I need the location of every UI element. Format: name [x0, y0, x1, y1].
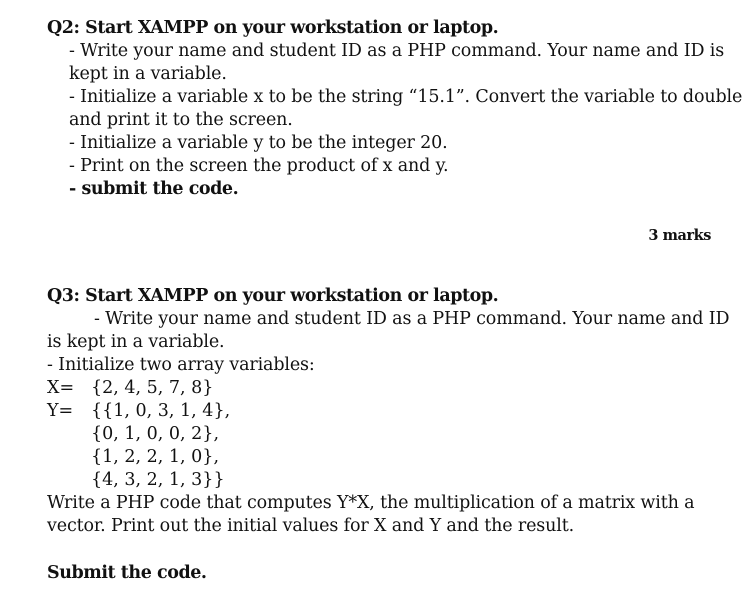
y-array: [47, 400, 230, 423]
x-label: X=: [47, 378, 75, 398]
x-value: {2, 4, 5, 7, 8}: [91, 378, 214, 398]
y-row: {1, 2, 2, 1, 0},: [91, 447, 220, 467]
q3-line: - Write your name and student ID as a PHP command. Your name and ID: [94, 309, 730, 329]
y-label: Y=: [47, 401, 74, 421]
q3-submit-instruction: Submit the code.: [47, 563, 207, 583]
q2-title: Q2: Start XAMPP on your workstation or laptop.: [47, 18, 499, 38]
q2-line: and print it to the screen.: [69, 110, 293, 130]
y-row: {4, 3, 2, 1, 3}}: [91, 470, 225, 490]
q2-line: - Initialize a variable x to be the string “15.1”. Convert the variable to double: [69, 87, 743, 107]
q3-line: is kept in a variable.: [47, 332, 225, 352]
x-array: [47, 377, 213, 400]
q3-closing-line: Write a PHP code that computes Y*X, the multiplication of a matrix with a: [47, 493, 695, 513]
q2-line: - Print on the screen the product of x and y.: [69, 156, 449, 176]
q2-line: kept in a variable.: [69, 64, 227, 84]
q3-line: - Initialize two array variables:: [47, 355, 315, 375]
q3-closing-line: vector. Print out the initial values for X and Y and the result.: [47, 516, 574, 536]
q2-line: - Write your name and student ID as a PHP command. Your name and ID is: [69, 41, 725, 61]
q2-submit-instruction: - submit the code.: [69, 179, 239, 199]
q2-line: - Initialize a variable y to be the integer 20.: [69, 133, 448, 153]
q3-title: Q3: Start XAMPP on your workstation or laptop.: [47, 286, 499, 306]
q2-marks: 3 marks: [648, 227, 711, 244]
y-row: {0, 1, 0, 0, 2},: [91, 424, 220, 444]
y-row: {{1, 0, 3, 1, 4},: [91, 401, 231, 421]
